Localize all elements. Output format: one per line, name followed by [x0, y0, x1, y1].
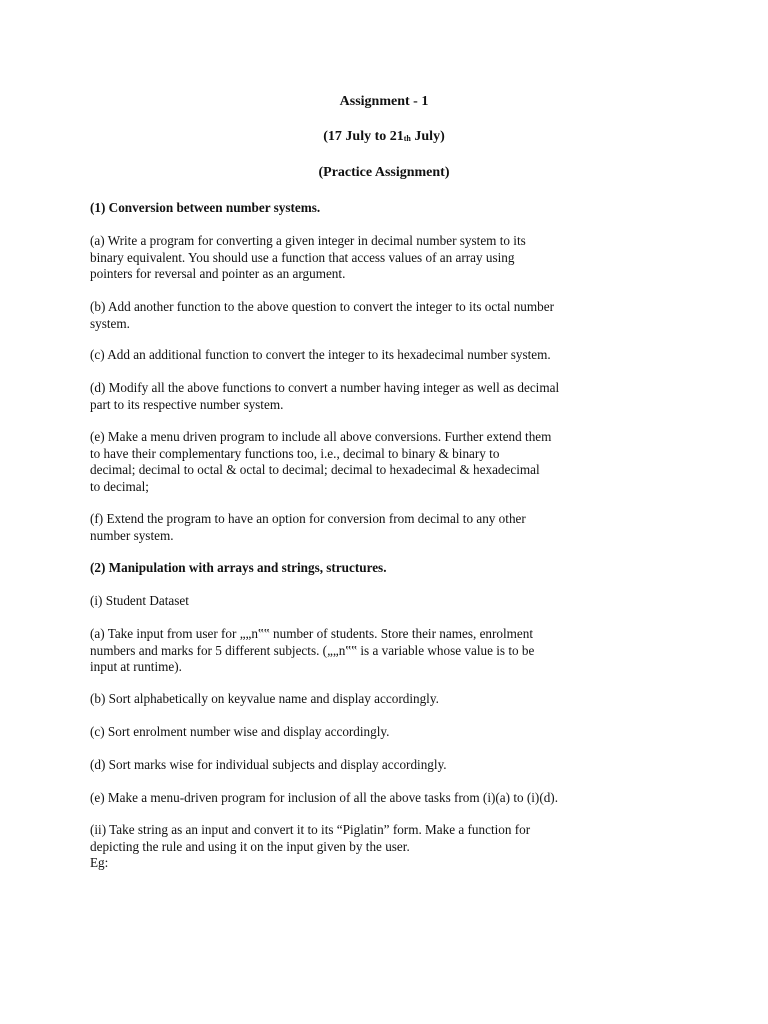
paragraph-line: part to its respective number system. [90, 396, 284, 412]
section-2-item-b [90, 691, 590, 708]
paragraph-line: (ii) Take string as an input and convert it to its “Piglatin” form. Make a function for [90, 822, 531, 837]
section-2-item-e [90, 790, 590, 807]
paragraph-line: (a) Take input from user for „„n‟‟ number of students. Store their names, enrolment [90, 626, 534, 641]
paragraph-line: depicting the rule and using it on the input given by the user. [90, 838, 410, 854]
section-1-heading: (1) Conversion between number systems. [90, 200, 321, 215]
section-1-item-f [90, 511, 590, 544]
paragraph-line: (d) Modify all the above functions to convert a number having integer as well as decimal [90, 380, 560, 395]
section-2-item-c [90, 724, 590, 741]
paragraph-line: (d) Sort marks wise for individual subjects and display accordingly. [90, 757, 447, 772]
paragraph-line: system. [90, 315, 130, 331]
paragraph-line: to decimal; [90, 478, 149, 494]
section-1-item-d [90, 380, 590, 413]
section-1-item-b [90, 299, 590, 332]
paragraph-line: (b) Sort alphabetically on keyvalue name and display accordingly. [90, 691, 439, 706]
section-1-item-a [90, 233, 590, 283]
paragraph-line: (c) Sort enrolment number wise and display accordingly. [90, 724, 390, 739]
dates-ordinal-suffix: th [403, 134, 411, 143]
paragraph-line: (e) Make a menu-driven program for inclusion of all the above tasks from (i)(a) to (i)(d). [90, 790, 558, 805]
section-1-item-e [90, 429, 590, 495]
section-1-item-c [90, 347, 590, 364]
dates-suffix: July) [410, 129, 445, 144]
paragraph-line: decimal; decimal to octal & octal to decimal; decimal to hexadecimal & hexadecimal [90, 462, 540, 477]
assignment-dates [0, 129, 768, 146]
section-2-item-a [90, 626, 590, 676]
paragraph-line: (a) Write a program for converting a given integer in decimal number system to its [90, 233, 526, 248]
section-2-item-d [90, 757, 590, 774]
paragraph-line: input at runtime). [90, 659, 182, 674]
dates-prefix: (17 July to 21 [323, 129, 404, 144]
paragraph-line: (b) Add another function to the above question to convert the integer to its octal number [90, 299, 555, 314]
paragraph-line: binary equivalent. You should use a function that access values of an array using [90, 249, 515, 265]
section-2-subsection-i-title: (i) Student Dataset [90, 593, 189, 608]
paragraph-line: (c) Add an additional function to convert the integer to its hexadecimal number system. [90, 347, 551, 362]
paragraph-line: (e) Make a menu driven program to include all above conversions. Further extend them [90, 429, 552, 444]
paragraph-line: numbers and marks for 5 different subjects. („„n‟‟ is a variable whose value is to be [90, 642, 535, 658]
paragraph-line: to have their complementary functions too, i.e., decimal to binary & binary to [90, 445, 500, 461]
paragraph-line: (f) Extend the program to have an option for conversion from decimal to any other [90, 511, 526, 526]
paragraph-line: number system. [90, 527, 174, 543]
assignment-title: Assignment - 1 [339, 94, 429, 109]
section-2-heading: (2) Manipulation with arrays and strings, structures. [90, 560, 387, 575]
paragraph-line: pointers for reversal and pointer as an argument. [90, 266, 346, 281]
assignment-subtitle: (Practice Assignment) [318, 165, 450, 180]
section-2-subsection-ii [90, 822, 590, 872]
paragraph-line: Eg: [90, 855, 109, 870]
